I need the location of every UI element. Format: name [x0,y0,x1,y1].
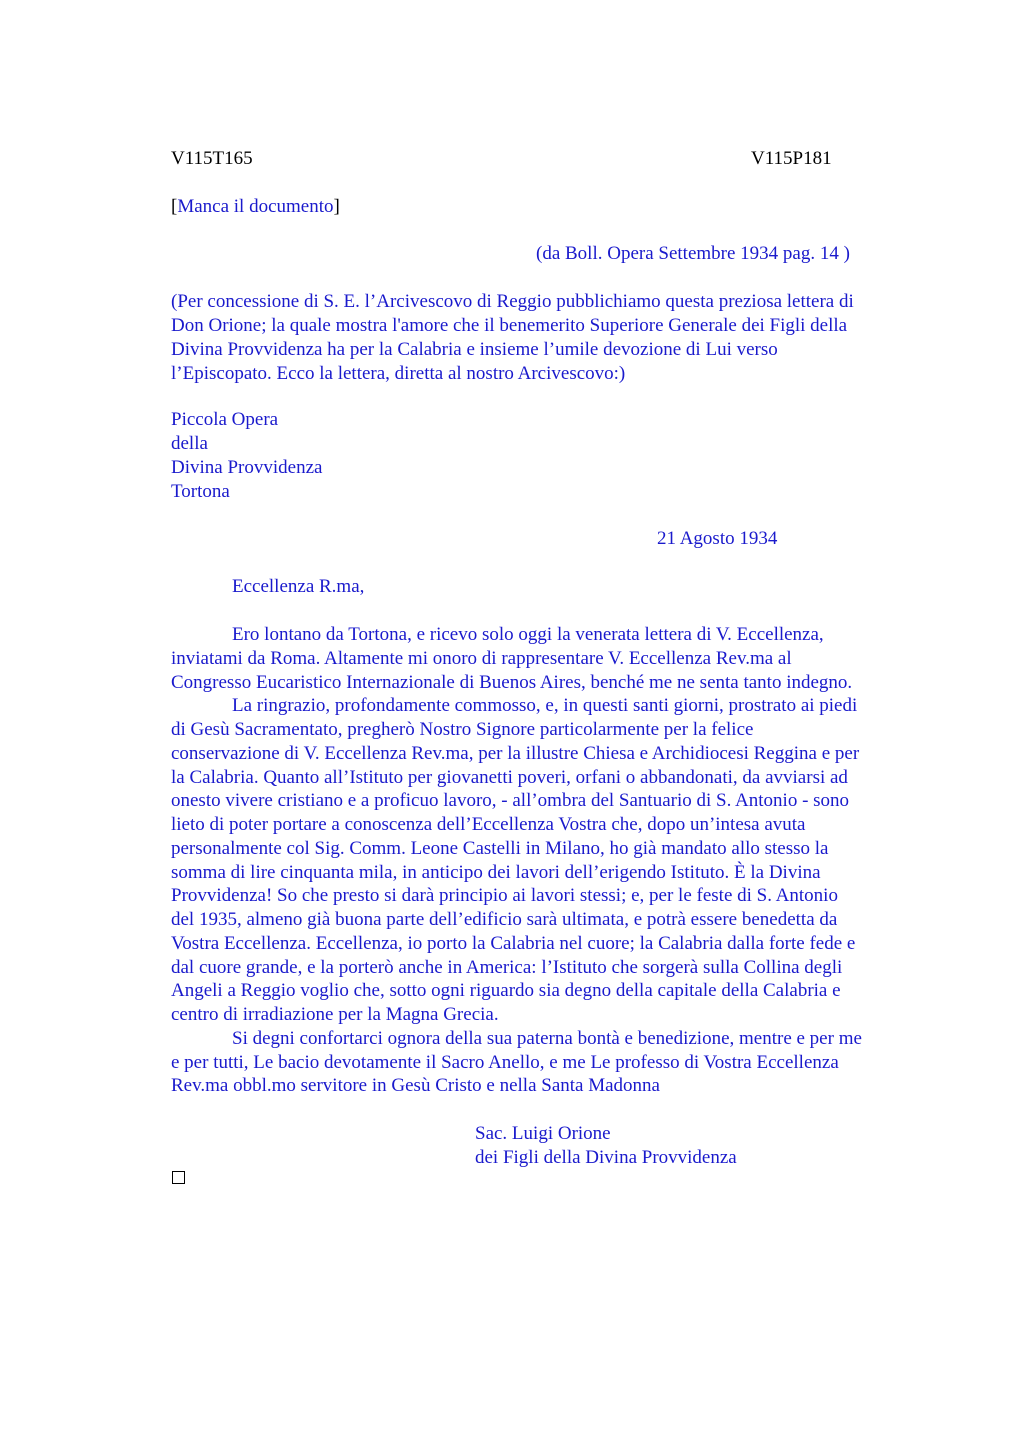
body-line: Ero lontano da Tortona, e ricevo solo oggi la venerata lettera di V. Eccellenza, [232,624,824,645]
body-line: conservazione di V. Eccellenza Rev.ma, per la illustre Chiesa e Archidiocesi Reggina e per [171,743,860,764]
intro-line: Divina Provvidenza ha per la Calabria e insieme l’umile devozione di Lui verso [171,339,778,360]
letterhead-line: della [171,433,208,454]
body-line: Vostra Eccellenza. Eccellenza, io porto la Calabria nel cuore; la Calabria dalla forte fede e [171,933,856,954]
intro-line: Don Orione; la quale mostra l'amore che il benemerito Superiore Generale dei Figli della [171,315,848,336]
source-citation: (da Boll. Opera Settembre 1934 pag. 14 ) [536,243,850,264]
end-marker-box-icon [172,1171,185,1184]
signature-title: dei Figli della Divina Provvidenza [475,1147,737,1168]
note-open-bracket: [ [171,196,178,217]
letter-date: 21 Agosto 1934 [657,528,778,549]
body-line: la Calabria. Quanto all’Istituto per giovanetti poveri, orfani o abbandonati, da avviarsi ad [171,767,848,788]
body-line: somma di lire cinquanta mila, in anticipo dei lavori dell’erigendo Istituto. È la Divina [171,862,821,883]
body-line: lieto di poter portare a conoscenza dell’Eccellenza Vostra che, dopo un’intesa avuta [171,814,806,835]
body-line: personalmente col Sig. Comm. Leone Castelli in Milano, ho già mandato allo stesso la [171,838,829,859]
intro-line: l’Episcopato. Ecco la lettera, diretta al nostro Arcivescovo:) [171,363,626,384]
body-line: di Gesù Sacramentato, pregherò Nostro Signore particolarmente per la felice [171,719,754,740]
header-right-code: V115P181 [751,148,832,169]
body-line: La ringrazio, profondamente commosso, e, in questi santi giorni, prostrato ai piedi [232,695,858,716]
salutation: Eccellenza R.ma, [232,576,365,597]
body-line: Rev.ma obbl.mo servitore in Gesù Cristo e nella Santa Madonna [171,1075,660,1096]
header-left-code: V115T165 [171,148,253,169]
body-line: Si degni confortarci ognora della sua paterna bontà e benedizione, mentre e per me [232,1028,862,1049]
body-line: inviatami da Roma. Altamente mi onoro di rappresentare V. Eccellenza Rev.ma al [171,648,792,669]
body-line: Angeli a Reggio voglio che, sotto ogni riguardo sia degno della capitale della Calabria e [171,980,841,1001]
body-line: Congresso Eucaristico Internazionale di Buenos Aires, benché me ne senta tanto indegno. [171,672,853,693]
signature-name: Sac. Luigi Orione [475,1123,611,1144]
intro-line: (Per concessione di S. E. l’Arcivescovo di Reggio pubblichiamo questa preziosa lettera di [171,291,854,312]
body-line: onesto vivere cristiano e a proficuo lavoro, - all’ombra del Santuario di S. Antonio - sono [171,790,850,811]
body-line: dal cuore grande, e la porterò anche in America: l’Istituto che sorgerà sulla Collina degli [171,957,843,978]
body-line: centro di irradiazione per la Magna Grecia. [171,1004,499,1025]
note-text: Manca il documento [177,196,334,217]
letterhead-line: Piccola Opera [171,409,279,430]
note-close-bracket: ] [333,196,340,217]
body-line: del 1935, almeno già buona parte dell’edificio sarà ultimata, e potrà essere benedetta da [171,909,838,930]
body-line: Provvidenza! So che presto si darà principio ai lavori stessi; e, per le feste di S. Antonio [171,885,838,906]
letterhead-line: Tortona [171,481,230,502]
missing-document-note [171,195,340,219]
body-line: e per tutti, Le bacio devotamente il Sacro Anello, e me Le professo di Vostra Eccellenza [171,1052,839,1073]
letterhead-line: Divina Provvidenza [171,457,323,478]
